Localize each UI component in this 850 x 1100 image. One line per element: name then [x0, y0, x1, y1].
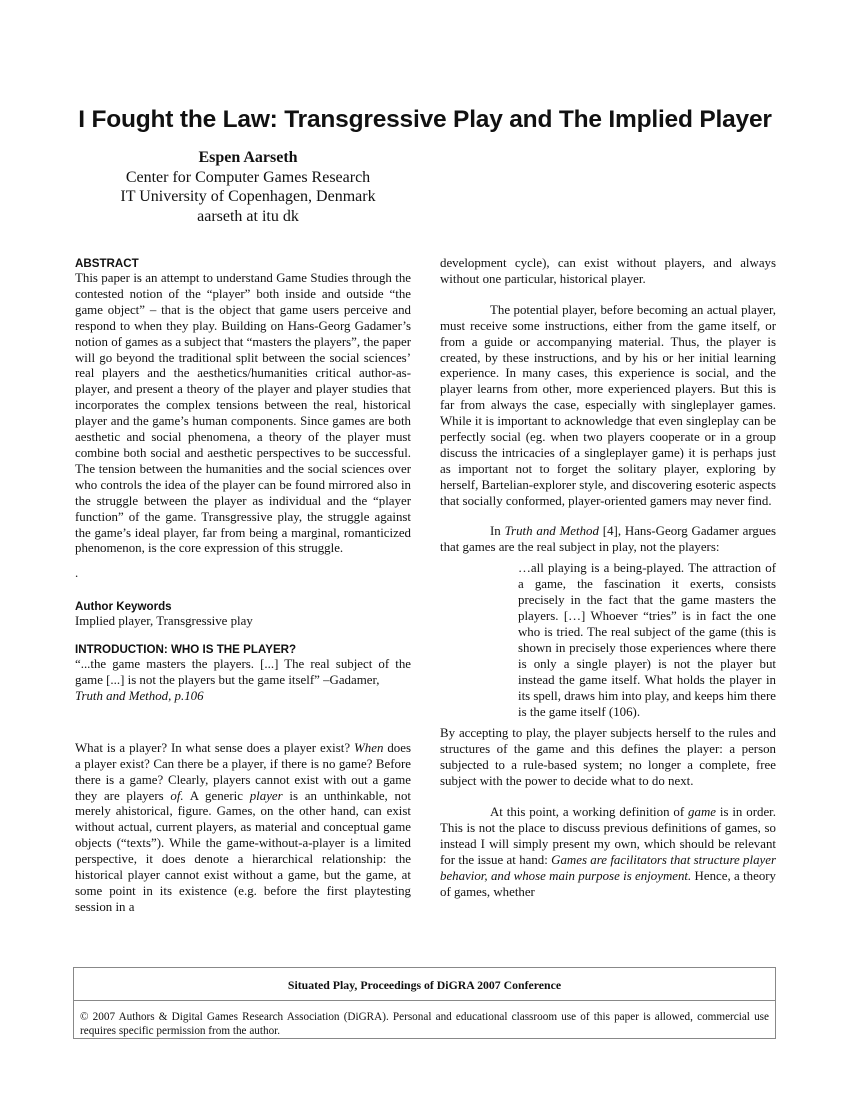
abstract-trailing-dot: . [75, 566, 79, 581]
abstract-heading: ABSTRACT [75, 257, 139, 270]
intro-p1-part-d: is an unthinkable, not merely ahistorical, figure. Games, on the other hand, can exist without actual, current players, as material and conceptual game objects (“texts”). While the game-without-a-player is a limited perspective, it does denote a hierarchical relationship: the historical player cannot exist without a game, but the game, at some point in its existence (e.g. before the first playtesting session in a [75, 788, 411, 914]
author-affiliation-center: Center for Computer Games Research [125, 168, 371, 186]
blockquote-text: …all playing is a being-played. The attraction of a game, the fascination it exerts, consists precisely in the fact that the game masters the players. […] Whoever “tries” is in fact the one who is tried. The real subject of the game (this is shown in precisely those experiences where there is only a single player) is not the player but instead the game itself. What holds the player in its spell, draws him into play, and keeps him there is the game itself (106). [518, 561, 777, 719]
epigraph-source: Truth and Method, p.106 [75, 688, 204, 703]
footer-copyright: © 2007 Authors & Digital Games Research Association (DiGRA). Personal and educational classroom use of this paper is allowed, commercial use requires specific permission from the author. [80, 1011, 769, 1037]
gadamer-part-b: [4], Hans-Georg Gadamer argues that games are the real subject in play, not the players: [440, 523, 777, 554]
intro-paragraph-1 [75, 741, 411, 916]
keywords-heading: Author Keywords [75, 600, 172, 614]
definition-statement: Games are facilitators that structure player behavior, and whose main purpose is enjoyment. [440, 852, 776, 883]
intro-p1-part-c: A generic [183, 788, 250, 803]
keywords-text: Implied player, Transgressive play [75, 614, 253, 629]
gadamer-blockquote [518, 561, 776, 720]
abstract-text: This paper is an attempt to understand Game Studies through the contested notion of the “player” both inside and outside “the game object” – that is the object that game users perceive and respond to when they play. Building on Hans-Georg Gadamer’s notion of games as a subject that “masters the players”, the paper will go beyond the traditional split between the social sciences’ real players and the aesthetics/humanities critical author-as-player, and present a theory of the player and player studies that incorporates the complex tensions between the real, historical player and the game’s human components. Since games are both aesthetic and social phenomena, a theory of the player must combine both social and aesthetic perspectives to be successful. The tension between the humanities and the social sciences over who controls the idea of the player can be found mirrored also in the struggle between the player as individual and the “player function” of the game. Transgressive play, the struggle against the game’s ideal player, far from being a marginal, romanticized phenomenon, is the core expression of this struggle. [75, 271, 411, 556]
definition-part-a: At this point, a working definition of [490, 805, 689, 820]
footer-conference-title: Situated Play, Proceedings of DiGRA 2007 Conference [74, 968, 775, 1001]
intro-p1-part-a: What is a player? In what sense does a player exist? [75, 740, 355, 755]
author-email: aarseth at itu dk [197, 207, 299, 225]
definition-part-b: is in order. This is not the place to discuss previous definitions of games, so instead I will simply present my own, which should be relevant for the issue at hand: [440, 805, 776, 867]
intro-p1-part-b: does a player exist? Can there be a player, if there is no game? Before there is a game? Clearly, players cannot exist with out a game they are players [75, 740, 411, 803]
continued-paragraph: development cycle), can exist without players, and always without one particular, historical player. [440, 256, 776, 286]
footer-box [73, 967, 776, 1039]
paper-title: I Fought the Law: Transgressive Play and The Implied Player [78, 106, 772, 133]
right-column [440, 256, 776, 901]
paragraph-accepting-play: By accepting to play, the player subjects herself to the rules and structures of the game and this defines the player: a person subjected to a rule-based system; no longer a complete, free subject with the power to decide what to do next. [440, 726, 776, 789]
author-name: Espen Aarseth [198, 149, 298, 166]
definition-part-c: Hence, a theory of games, whether [440, 868, 776, 899]
author-block [103, 148, 393, 226]
author-affiliation-university: IT University of Copenhagen, Denmark [120, 188, 376, 205]
truth-and-method-title: Truth and Method [504, 523, 599, 538]
epigraph-text: “...the game masters the players. [...] The real subject of the game [...] is not the players but the game itself” –Gadamer, [75, 657, 411, 688]
paragraph-gadamer [440, 524, 776, 556]
paragraph-game-definition [440, 805, 776, 900]
gadamer-part-a: In [490, 523, 505, 538]
definition-game-word: game [688, 805, 716, 820]
intro-p1-when: When [354, 740, 384, 755]
introduction-heading: INTRODUCTION: WHO IS THE PLAYER? [75, 643, 297, 657]
intro-p1-of: of. [170, 788, 184, 803]
intro-p1-player: player [249, 788, 283, 803]
left-column [75, 256, 411, 916]
paragraph-potential-player: The potential player, before becoming an actual player, must receive some instructions, either from the game itself, or from a guide or accompanying material. Thus, the player is created, by these instructions, and by his or her initial learning experience. In many cases, this experience is social, and the player learns from other, more experienced players. But this is far from always the case, especially with singleplayer games. While it is important to acknowledge that even singleplay can be perfectly social (eg. when two players cooperate or in a group discuss the intricacies of a singleplayer game) it is perhaps just as important not to forget the solitary player, exploring by herself, Bartelian-explorer style, and discovering esoteric aspects that socially conformed, player-oriented gamers may never find. [440, 302, 776, 508]
